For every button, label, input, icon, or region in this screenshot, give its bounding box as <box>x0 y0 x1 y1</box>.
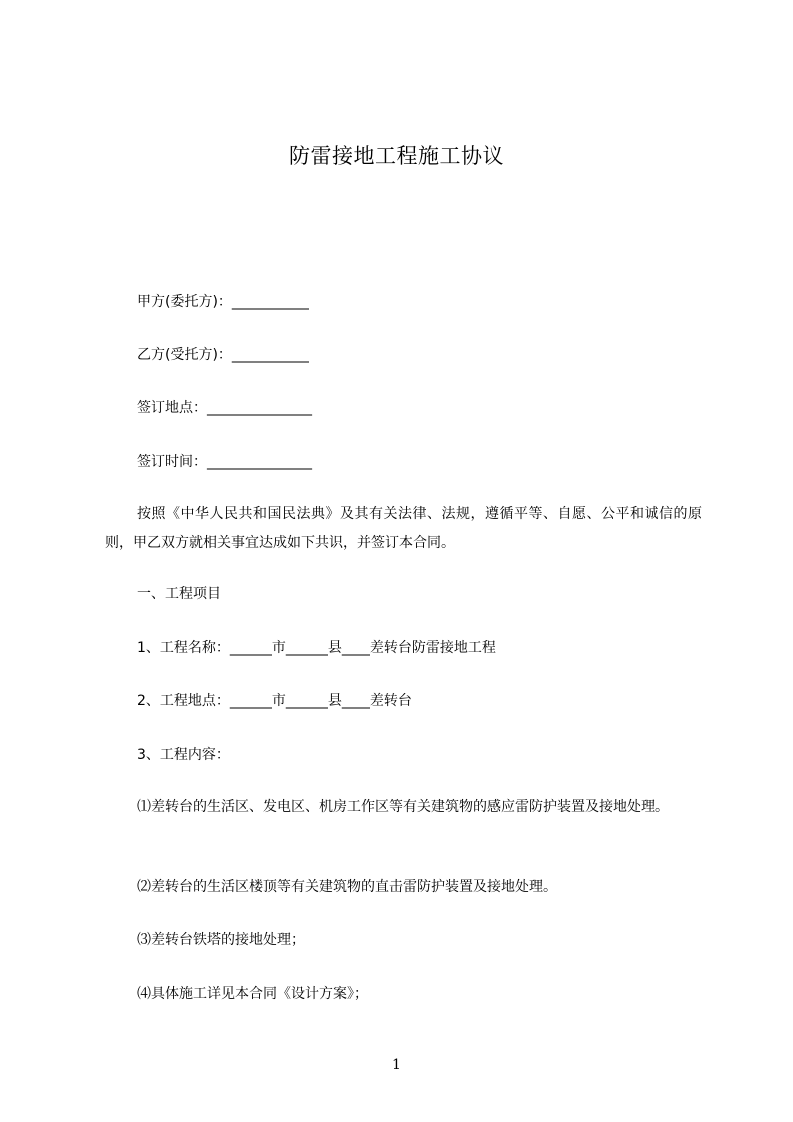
document-title: 防雷接地工程施工协议 <box>289 144 504 168</box>
content-sub-item-3: ⑶差转台铁塔的接地处理； <box>137 932 305 948</box>
preamble-paragraph: 按照《中华人民共和国民法典》及其有关法律、法规，遵循平等、自愿、公平和诚信的原则，甲乙双方就相关事宜达成如下共识，并签订本合同。 <box>105 506 702 551</box>
project-content-item: 3、工程内容： <box>137 747 230 763</box>
content-sub-item-4: ⑷具体施工详见本合同《设计方案》； <box>137 986 368 1002</box>
party-b-line: 乙方(受托方)：___________ <box>137 347 309 363</box>
section-heading: 一、工程项目 <box>137 586 221 602</box>
sign-time-line: 签订时间：_______________ <box>137 454 312 470</box>
party-a-line: 甲方(委托方)：___________ <box>137 294 309 310</box>
project-name-item: 1、工程名称：______市______县____差转台防雷接地工程 <box>137 640 496 656</box>
content-sub-item-1: ⑴差转台的生活区、发电区、机房工作区等有关建筑物的感应雷防护装置及接地处理。 <box>137 799 669 815</box>
page-number: 1 <box>392 1057 401 1073</box>
sign-place-line: 签订地点：_______________ <box>137 400 312 416</box>
project-location-item: 2、工程地点：______市______县____差转台 <box>137 693 412 709</box>
content-sub-item-2: ⑵差转台的生活区楼顶等有关建筑物的直击雷防护装置及接地处理。 <box>137 879 557 895</box>
